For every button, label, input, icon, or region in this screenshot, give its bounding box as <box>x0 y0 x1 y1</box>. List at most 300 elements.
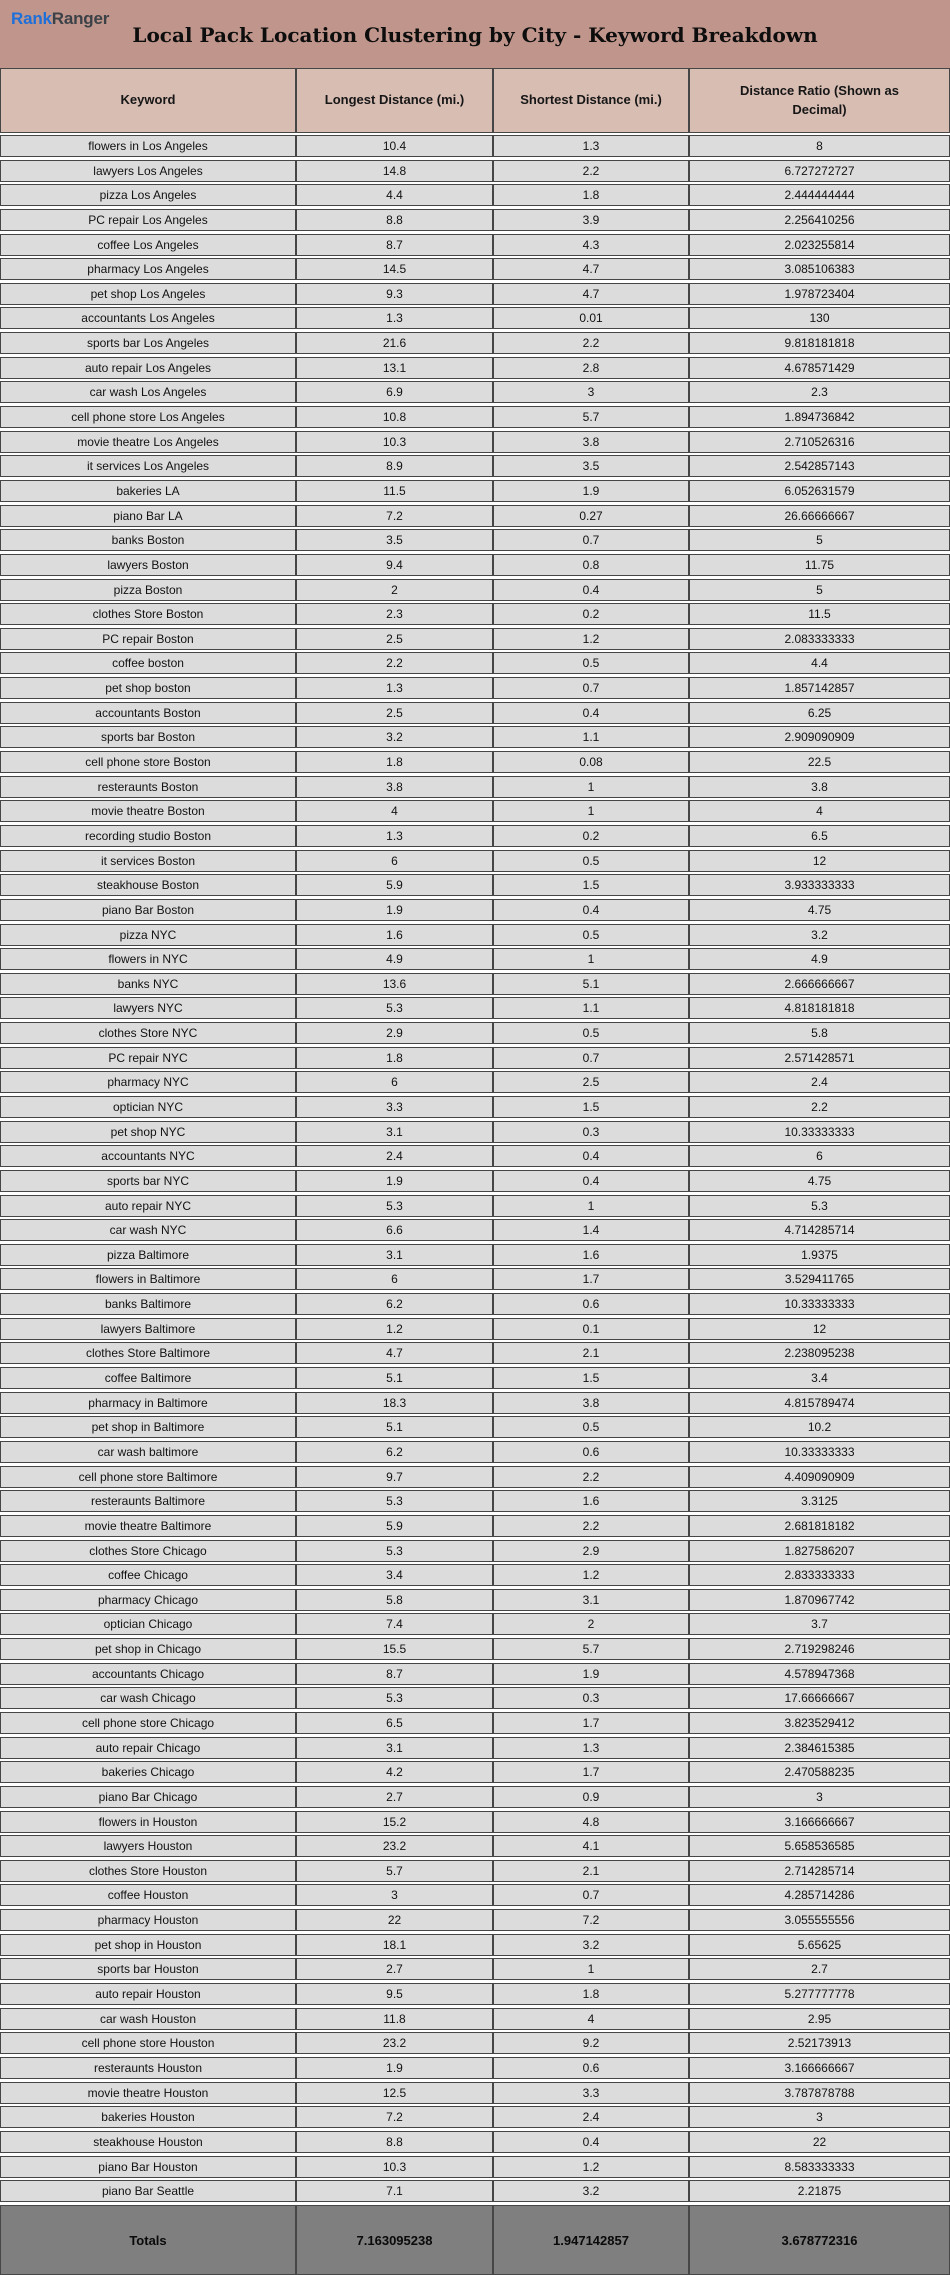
longest-distance-cell: 9.4 <box>297 555 494 575</box>
distance-ratio-cell: 10.33333333 <box>784 1297 855 1312</box>
shortest-distance-cell: 2.4 <box>494 2107 690 2127</box>
keyword-cell: lawyers Houston <box>1 1836 297 1856</box>
keyword-cell: pharmacy NYC <box>1 1072 297 1092</box>
distance-ratio-cell: 6.052631579 <box>784 483 855 498</box>
keyword-cell: sports bar Houston <box>1 1959 297 1979</box>
table-row <box>0 2008 950 2030</box>
keyword-cell: PC repair Los Angeles <box>1 210 297 230</box>
longest-distance-cell: 3.1 <box>297 1738 494 1758</box>
keyword-cell: piano Bar Boston <box>1 900 297 920</box>
longest-distance-cell: 6.5 <box>297 1713 494 1733</box>
table-row <box>0 751 950 773</box>
distance-ratio-cell: 3.166666667 <box>784 1814 855 1829</box>
table-row <box>0 1293 950 1315</box>
logo-rank-text: Rank <box>11 9 52 28</box>
shortest-distance-cell: 1.3 <box>494 1738 690 1758</box>
table-row <box>0 1392 950 1414</box>
distance-ratio-cell: 5.277777778 <box>784 1987 855 2002</box>
keyword-cell: cell phone store Los Angeles <box>1 407 297 427</box>
shortest-distance-cell: 1.1 <box>494 727 690 747</box>
longest-distance-cell: 1.8 <box>297 752 494 772</box>
shortest-distance-cell: 0.4 <box>494 1146 690 1166</box>
distance-ratio-cell: 4.678571429 <box>784 360 855 375</box>
shortest-distance-cell: 3.5 <box>494 456 690 476</box>
keyword-cell: lawyers Los Angeles <box>1 161 297 181</box>
table-row <box>0 283 950 305</box>
table-row <box>0 135 950 157</box>
keyword-cell: lawyers Boston <box>1 555 297 575</box>
longest-distance-cell: 12.5 <box>297 2083 494 2103</box>
longest-distance-cell: 6.2 <box>297 1294 494 1314</box>
distance-ratio-cell: 8.583333333 <box>784 2159 855 2174</box>
longest-distance-cell: 5.3 <box>297 1541 494 1561</box>
table-row <box>0 1737 950 1759</box>
distance-ratio-cell: 2.470588235 <box>784 1765 855 1780</box>
table-row <box>0 1884 950 1906</box>
shortest-distance-cell: 0.7 <box>494 1885 690 1905</box>
keyword-cell: clothes Store NYC <box>1 1023 297 1043</box>
table-row <box>0 1342 950 1364</box>
keyword-cell: coffee Houston <box>1 1885 297 1905</box>
distance-ratio-cell: 12 <box>812 1321 827 1336</box>
shortest-distance-cell: 0.3 <box>494 1122 690 1142</box>
shortest-distance-cell: 0.6 <box>494 1442 690 1462</box>
distance-ratio-cell: 2.710526316 <box>784 434 855 449</box>
shortest-distance-cell: 0.27 <box>494 506 690 526</box>
keyword-cell: pharmacy Chicago <box>1 1590 297 1610</box>
distance-ratio-cell: 4.818181818 <box>784 1001 855 1016</box>
distance-ratio-cell: 10.33333333 <box>784 1124 855 1139</box>
distance-ratio-cell: 3.4 <box>811 1371 828 1386</box>
keyword-cell: pizza Los Angeles <box>1 185 297 205</box>
distance-ratio-cell: 4.75 <box>807 1173 832 1188</box>
keyword-cell: PC repair Boston <box>1 629 297 649</box>
shortest-distance-cell: 5.1 <box>494 974 690 994</box>
shortest-distance-cell: 3.2 <box>494 1935 690 1955</box>
shortest-distance-cell: 3 <box>494 382 690 402</box>
keyword-cell: cell phone store Houston <box>1 2033 297 2053</box>
longest-distance-cell: 5.3 <box>297 1491 494 1511</box>
longest-distance-cell: 3.1 <box>297 1245 494 1265</box>
shortest-distance-cell: 0.4 <box>494 1171 690 1191</box>
table-row <box>0 455 950 477</box>
distance-ratio-cell: 2.4 <box>811 1075 828 1090</box>
shortest-distance-cell: 1.9 <box>494 1664 690 1684</box>
keyword-cell: pet shop boston <box>1 678 297 698</box>
keyword-cell: coffee boston <box>1 653 297 673</box>
longest-distance-cell: 1.3 <box>297 308 494 328</box>
shortest-distance-cell: 1.4 <box>494 1220 690 1240</box>
shortest-distance-cell: 1 <box>494 801 690 821</box>
column-header-keyword: Keyword <box>1 69 297 132</box>
shortest-distance-cell: 1 <box>494 949 690 969</box>
table-row <box>0 1786 950 1808</box>
keyword-cell: auto repair NYC <box>1 1196 297 1216</box>
distance-ratio-cell: 4.578947368 <box>784 1666 855 1681</box>
shortest-distance-cell: 2.2 <box>494 333 690 353</box>
longest-distance-cell: 3.4 <box>297 1565 494 1585</box>
keyword-cell: pizza Boston <box>1 580 297 600</box>
shortest-distance-cell: 2.5 <box>494 1072 690 1092</box>
shortest-distance-cell: 1.5 <box>494 1368 690 1388</box>
table-row <box>0 702 950 724</box>
longest-distance-cell: 4.4 <box>297 185 494 205</box>
keyword-cell: car wash Houston <box>1 2009 297 2029</box>
longest-distance-cell: 5.8 <box>297 1590 494 1610</box>
distance-ratio-cell: 3 <box>816 2110 823 2125</box>
totals-shortest-cell: 1.947142857 <box>494 2206 690 2274</box>
shortest-distance-cell: 2.1 <box>494 1343 690 1363</box>
table-row <box>0 529 950 551</box>
longest-distance-cell: 5.1 <box>297 1417 494 1437</box>
longest-distance-cell: 23.2 <box>297 2033 494 2053</box>
keyword-cell: optician Chicago <box>1 1614 297 1634</box>
table-row <box>0 209 950 231</box>
table-row <box>0 1318 950 1340</box>
distance-ratio-cell: 9.818181818 <box>784 336 855 351</box>
distance-ratio-cell: 11.75 <box>804 557 835 572</box>
shortest-distance-cell: 0.3 <box>494 1688 690 1708</box>
table-row <box>0 480 950 502</box>
longest-distance-cell: 7.4 <box>297 1614 494 1634</box>
shortest-distance-cell: 0.5 <box>494 1023 690 1043</box>
shortest-distance-cell: 3.2 <box>494 2181 690 2201</box>
longest-distance-cell: 5.3 <box>297 998 494 1018</box>
table-row <box>0 726 950 748</box>
distance-ratio-cell: 2.256410256 <box>784 212 855 227</box>
keyword-cell: pharmacy Los Angeles <box>1 259 297 279</box>
distance-ratio-cell: 3.055555556 <box>784 1913 855 1928</box>
longest-distance-cell: 15.5 <box>297 1639 494 1659</box>
keyword-cell: car wash Los Angeles <box>1 382 297 402</box>
shortest-distance-cell: 9.2 <box>494 2033 690 2053</box>
shortest-distance-cell: 5.7 <box>494 1639 690 1659</box>
table-row <box>0 825 950 847</box>
keyword-cell: car wash baltimore <box>1 1442 297 1462</box>
distance-ratio-cell: 10.2 <box>807 1420 832 1435</box>
keyword-cell: lawyers NYC <box>1 998 297 1018</box>
keyword-cell: sports bar NYC <box>1 1171 297 1191</box>
shortest-distance-cell: 2.2 <box>494 1467 690 1487</box>
table-row <box>0 406 950 428</box>
longest-distance-cell: 6.2 <box>297 1442 494 1462</box>
table-row <box>0 924 950 946</box>
distance-ratio-cell: 1.9375 <box>801 1247 838 1262</box>
longest-distance-cell: 21.6 <box>297 333 494 353</box>
table-row <box>0 1515 950 1537</box>
longest-distance-cell: 3.3 <box>297 1097 494 1117</box>
distance-ratio-cell: 4.4 <box>811 656 828 671</box>
table-row <box>0 1958 950 1980</box>
table-row <box>0 357 950 379</box>
longest-distance-cell: 4 <box>297 801 494 821</box>
longest-distance-cell: 9.7 <box>297 1467 494 1487</box>
table-row <box>0 1638 950 1660</box>
table-row <box>0 381 950 403</box>
distance-ratio-cell: 5 <box>816 533 823 548</box>
shortest-distance-cell: 1.1 <box>494 998 690 1018</box>
shortest-distance-cell: 0.08 <box>494 752 690 772</box>
longest-distance-cell: 4.2 <box>297 1762 494 1782</box>
table-row <box>0 1983 950 2005</box>
keyword-cell: movie theatre Baltimore <box>1 1516 297 1536</box>
longest-distance-cell: 8.8 <box>297 2132 494 2152</box>
longest-distance-cell: 14.8 <box>297 161 494 181</box>
shortest-distance-cell: 1.6 <box>494 1245 690 1265</box>
table-row <box>0 184 950 206</box>
table-header-row <box>0 68 950 133</box>
distance-ratio-cell: 6 <box>816 1149 823 1164</box>
longest-distance-cell: 1.8 <box>297 1048 494 1068</box>
longest-distance-cell: 6.9 <box>297 382 494 402</box>
table-row <box>0 874 950 896</box>
shortest-distance-cell: 7.2 <box>494 1910 690 1930</box>
keyword-cell: pizza Baltimore <box>1 1245 297 1265</box>
table-row <box>0 1589 950 1611</box>
table-row <box>0 1909 950 1931</box>
distance-ratio-cell: 1.978723404 <box>784 286 855 301</box>
distance-ratio-cell: 1.870967742 <box>784 1592 855 1607</box>
longest-distance-cell: 2.9 <box>297 1023 494 1043</box>
keyword-cell: flowers in Baltimore <box>1 1269 297 1289</box>
table-row <box>0 307 950 329</box>
keyword-cell: resteraunts Houston <box>1 2058 297 2078</box>
distance-ratio-cell: 2.666666667 <box>784 976 855 991</box>
distance-ratio-cell: 2.384615385 <box>784 1740 855 1755</box>
longest-distance-cell: 8.8 <box>297 210 494 230</box>
keyword-cell: auto repair Houston <box>1 1984 297 2004</box>
table-row <box>0 1490 950 1512</box>
keyword-cell: clothes Store Boston <box>1 604 297 624</box>
keyword-cell: coffee Baltimore <box>1 1368 297 1388</box>
shortest-distance-cell: 0.7 <box>494 678 690 698</box>
table-row <box>0 776 950 798</box>
longest-distance-cell: 8.7 <box>297 235 494 255</box>
shortest-distance-cell: 0.5 <box>494 1417 690 1437</box>
table-row <box>0 603 950 625</box>
keyword-cell: flowers in Los Angeles <box>1 136 297 156</box>
keyword-cell: flowers in NYC <box>1 949 297 969</box>
table-row <box>0 1712 950 1734</box>
shortest-distance-cell: 2.2 <box>494 1516 690 1536</box>
table-row <box>0 652 950 674</box>
longest-distance-cell: 1.3 <box>297 678 494 698</box>
keyword-cell: resteraunts Boston <box>1 777 297 797</box>
distance-ratio-cell: 17.66666667 <box>784 1691 855 1706</box>
distance-ratio-cell: 6.25 <box>807 705 832 720</box>
distance-ratio-cell: 3.085106383 <box>784 262 855 277</box>
longest-distance-cell: 3 <box>297 1885 494 1905</box>
distance-ratio-cell: 2.542857143 <box>784 459 855 474</box>
shortest-distance-cell: 4.3 <box>494 235 690 255</box>
keyword-cell: cell phone store Chicago <box>1 1713 297 1733</box>
distance-ratio-cell: 11.5 <box>808 607 831 622</box>
longest-distance-cell: 3.8 <box>297 777 494 797</box>
table-row <box>0 1564 950 1586</box>
shortest-distance-cell: 1.5 <box>494 1097 690 1117</box>
keyword-cell: bakeries Houston <box>1 2107 297 2127</box>
keyword-cell: steakhouse Boston <box>1 875 297 895</box>
totals-ratio-cell: 3.678772316 <box>781 2232 858 2248</box>
longest-distance-cell: 6 <box>297 1269 494 1289</box>
distance-ratio-cell: 4.75 <box>807 902 832 917</box>
table-row <box>0 1219 950 1241</box>
longest-distance-cell: 8.9 <box>297 456 494 476</box>
distance-ratio-cell: 2.238095238 <box>784 1346 855 1361</box>
shortest-distance-cell: 2 <box>494 1614 690 1634</box>
longest-distance-cell: 1.9 <box>297 2058 494 2078</box>
distance-ratio-cell: 2.083333333 <box>784 631 855 646</box>
shortest-distance-cell: 1.2 <box>494 629 690 649</box>
longest-distance-cell: 6.6 <box>297 1220 494 1240</box>
shortest-distance-cell: 0.9 <box>494 1787 690 1807</box>
keyword-cell: auto repair Chicago <box>1 1738 297 1758</box>
longest-distance-cell: 3.5 <box>297 530 494 550</box>
longest-distance-cell: 14.5 <box>297 259 494 279</box>
distance-ratio-cell: 3.823529412 <box>784 1716 855 1730</box>
distance-ratio-cell: 26.66666667 <box>784 508 855 523</box>
table-row <box>0 973 950 995</box>
shortest-distance-cell: 0.7 <box>494 530 690 550</box>
keyword-cell: bakeries Chicago <box>1 1762 297 1782</box>
keyword-cell: coffee Chicago <box>1 1565 297 1585</box>
distance-ratio-cell: 10.33333333 <box>784 1444 855 1459</box>
longest-distance-cell: 13.1 <box>297 358 494 378</box>
distance-ratio-cell: 4.815789474 <box>784 1395 855 1410</box>
longest-distance-cell: 2.2 <box>297 653 494 673</box>
shortest-distance-cell: 0.4 <box>494 900 690 920</box>
distance-ratio-cell: 12 <box>812 853 827 868</box>
shortest-distance-cell: 1.8 <box>494 185 690 205</box>
shortest-distance-cell: 3.9 <box>494 210 690 230</box>
longest-distance-cell: 6 <box>297 1072 494 1092</box>
table-row <box>0 1195 950 1217</box>
distance-ratio-cell: 22.5 <box>807 755 832 770</box>
distance-ratio-cell: 3.529411765 <box>784 1272 855 1287</box>
header-banner <box>0 0 950 68</box>
distance-ratio-cell: 1.857142857 <box>784 681 855 696</box>
distance-ratio-cell: 4.714285714 <box>784 1223 855 1238</box>
shortest-distance-cell: 3.8 <box>494 1393 690 1413</box>
shortest-distance-cell: 0.4 <box>494 2132 690 2152</box>
longest-distance-cell: 4.9 <box>297 949 494 969</box>
table-row <box>0 160 950 182</box>
distance-ratio-cell: 6.5 <box>811 828 828 843</box>
distance-ratio-cell: 2.7 <box>811 1962 828 1977</box>
keyword-cell: piano Bar LA <box>1 506 297 526</box>
distance-ratio-cell: 2.833333333 <box>784 1568 855 1583</box>
longest-distance-cell: 10.3 <box>297 432 494 452</box>
distance-ratio-cell: 5.8 <box>811 1026 828 1041</box>
distance-ratio-cell: 3 <box>816 1789 823 1804</box>
shortest-distance-cell: 1.6 <box>494 1491 690 1511</box>
distance-ratio-cell: 5.3 <box>811 1198 828 1213</box>
shortest-distance-cell: 4.7 <box>494 284 690 304</box>
distance-ratio-cell: 3.787878788 <box>784 2085 855 2100</box>
keyword-cell: cell phone store Boston <box>1 752 297 772</box>
keyword-cell: resteraunts Baltimore <box>1 1491 297 1511</box>
longest-distance-cell: 3.2 <box>297 727 494 747</box>
shortest-distance-cell: 4.1 <box>494 1836 690 1856</box>
shortest-distance-cell: 4 <box>494 2009 690 2029</box>
longest-distance-cell: 9.3 <box>297 284 494 304</box>
table-row <box>0 2106 950 2128</box>
keyword-cell: accountants Chicago <box>1 1664 297 1684</box>
shortest-distance-cell: 1 <box>494 1959 690 1979</box>
shortest-distance-cell: 1.3 <box>494 136 690 156</box>
longest-distance-cell: 1.9 <box>297 900 494 920</box>
longest-distance-cell: 10.3 <box>297 2157 494 2177</box>
distance-ratio-cell: 3.2 <box>811 927 828 942</box>
keyword-cell: bakeries LA <box>1 481 297 501</box>
shortest-distance-cell: 2.9 <box>494 1541 690 1561</box>
keyword-cell: recording studio Boston <box>1 826 297 846</box>
longest-distance-cell: 5.3 <box>297 1196 494 1216</box>
keyword-cell: clothes Store Chicago <box>1 1541 297 1561</box>
table-row <box>0 2082 950 2104</box>
table-row <box>0 1811 950 1833</box>
table-row <box>0 1441 950 1463</box>
longest-distance-cell: 5.9 <box>297 1516 494 1536</box>
keyword-cell: coffee Los Angeles <box>1 235 297 255</box>
distance-ratio-cell: 5.65625 <box>797 1937 842 1952</box>
keyword-cell: accountants Los Angeles <box>1 308 297 328</box>
shortest-distance-cell: 1.8 <box>494 1984 690 2004</box>
longest-distance-cell: 3.1 <box>297 1122 494 1142</box>
distance-ratio-cell: 2.21875 <box>797 2184 842 2199</box>
table-row <box>0 850 950 872</box>
table-row <box>0 2032 950 2054</box>
shortest-distance-cell: 0.2 <box>494 604 690 624</box>
longest-distance-cell: 11.5 <box>297 481 494 501</box>
keyword-cell: it services Los Angeles <box>1 456 297 476</box>
shortest-distance-cell: 1.7 <box>494 1762 690 1782</box>
table-row <box>0 1268 950 1290</box>
longest-distance-cell: 10.4 <box>297 136 494 156</box>
longest-distance-cell: 7.2 <box>297 2107 494 2127</box>
distance-ratio-cell: 1.827586207 <box>784 1543 855 1558</box>
shortest-distance-cell: 1.2 <box>494 2157 690 2177</box>
table-row <box>0 505 950 527</box>
shortest-distance-cell: 1.7 <box>494 1269 690 1289</box>
table-row <box>0 1244 950 1266</box>
keyword-cell: accountants NYC <box>1 1146 297 1166</box>
table-row <box>0 1145 950 1167</box>
longest-distance-cell: 10.8 <box>297 407 494 427</box>
longest-distance-cell: 1.2 <box>297 1319 494 1339</box>
keyword-cell: sports bar Boston <box>1 727 297 747</box>
distance-ratio-cell: 3.933333333 <box>784 878 855 893</box>
table-row <box>0 332 950 354</box>
keyword-cell: car wash NYC <box>1 1220 297 1240</box>
keyword-cell: pharmacy in Baltimore <box>1 1393 297 1413</box>
keyword-breakdown-table <box>0 68 950 2275</box>
shortest-distance-cell: 0.5 <box>494 851 690 871</box>
shortest-distance-cell: 1.2 <box>494 1565 690 1585</box>
table-row <box>0 1022 950 1044</box>
distance-ratio-cell: 2.909090909 <box>784 730 855 745</box>
shortest-distance-cell: 1.9 <box>494 481 690 501</box>
longest-distance-cell: 1.9 <box>297 1171 494 1191</box>
table-row <box>0 1367 950 1389</box>
totals-longest-cell: 7.163095238 <box>297 2206 494 2274</box>
keyword-cell: pet shop in Houston <box>1 1935 297 1955</box>
table-row <box>0 677 950 699</box>
keyword-cell: pet shop NYC <box>1 1122 297 1142</box>
table-row <box>0 2131 950 2153</box>
distance-ratio-cell: 2.681818182 <box>784 1518 855 1533</box>
distance-ratio-cell: 3.3125 <box>801 1494 838 1509</box>
